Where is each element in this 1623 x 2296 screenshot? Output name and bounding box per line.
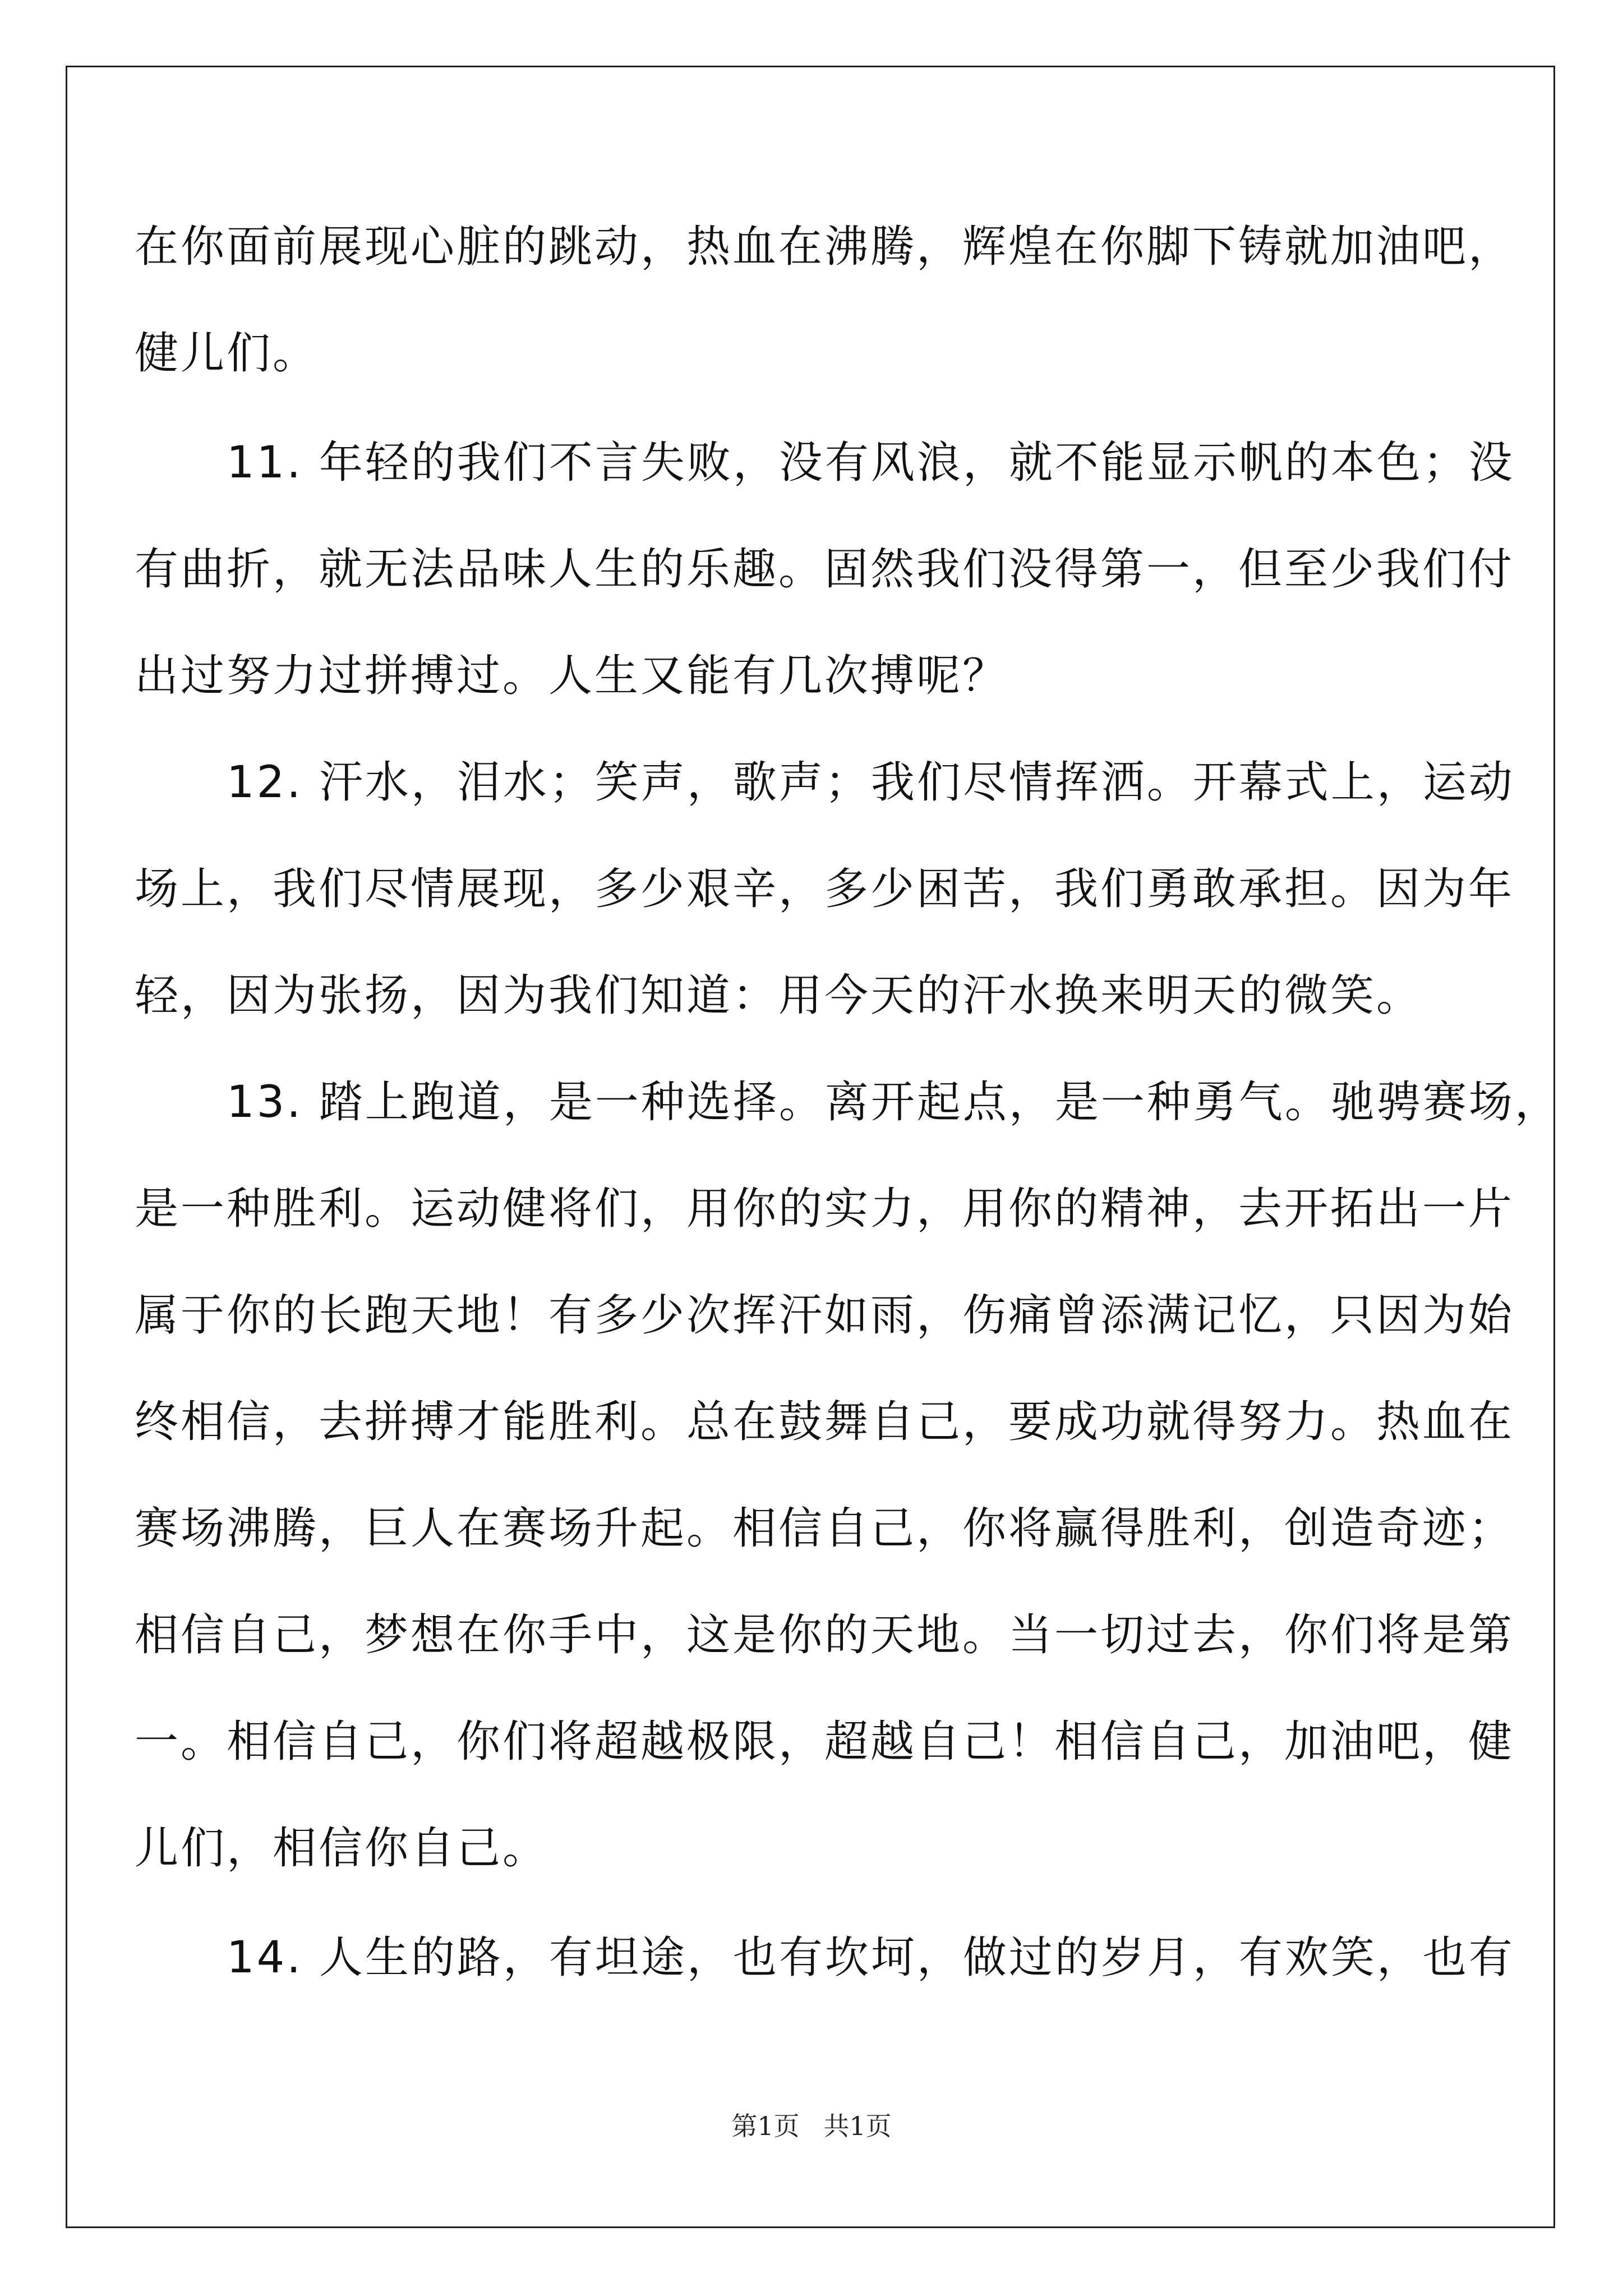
page-total: 共1页	[823, 2111, 892, 2141]
text-line: 赛场沸腾，巨人在赛场升起。相信自己，你将赢得胜利，创造奇迹；	[135, 1503, 1515, 1554]
text-line: 是一种胜利。运动健将们，用你的实力，用你的精神，去开拓出一片	[135, 1184, 1515, 1234]
text-line: 属于你的长跑天地！有多少次挥汗如雨，伤痛曾添满记忆，只因为始	[135, 1290, 1515, 1341]
text-line: 14. 人生的路，有坦途，也有坎坷，做过的岁月，有欢笑，也有	[135, 1932, 1515, 1983]
text-line: 轻，因为张扬，因为我们知道：用今天的汗水换来明天的微笑。	[135, 970, 1423, 1021]
page-border	[66, 66, 1561, 2228]
text-line: 12. 汗水，泪水；笑声，歌声；我们尽情挥洒。开幕式上，运动	[135, 757, 1515, 808]
text-line: 有曲折，就无法品味人生的乐趣。固然我们没得第一，但至少我们付	[135, 544, 1515, 595]
text-line: 场上，我们尽情展现，多少艰辛，多少困苦，我们勇敢承担。因为年	[135, 864, 1515, 914]
text-line: 终相信，去拼搏才能胜利。总在鼓舞自己，要成功就得努力。热血在	[135, 1397, 1515, 1447]
text-line: 13. 踏上跑道，是一种选择。离开起点，是一种勇气。驰骋赛场，	[135, 1077, 1561, 1128]
text-line: 儿们，相信你自己。	[135, 1823, 549, 1874]
text-line: 在你面前展现心脏的跳动，热血在沸腾，辉煌在你脚下铸就加油吧，	[135, 222, 1515, 272]
text-line: 一。相信自己，你们将超越极限，超越自己！相信自己，加油吧，健	[135, 1717, 1515, 1767]
page-number: 第1页	[731, 2111, 800, 2141]
text-line: 11. 年轻的我们不言失败，没有风浪，就不能显示帆的本色；没	[135, 438, 1515, 488]
text-line: 健儿们。	[135, 328, 319, 379]
text-line: 相信自己，梦想在你手中，这是你的天地。当一切过去，你们将是第	[135, 1610, 1515, 1660]
page-footer	[0, 2109, 1623, 2143]
text-line: 出过努力过拼搏过。人生又能有几次搏呢？	[135, 651, 1009, 701]
